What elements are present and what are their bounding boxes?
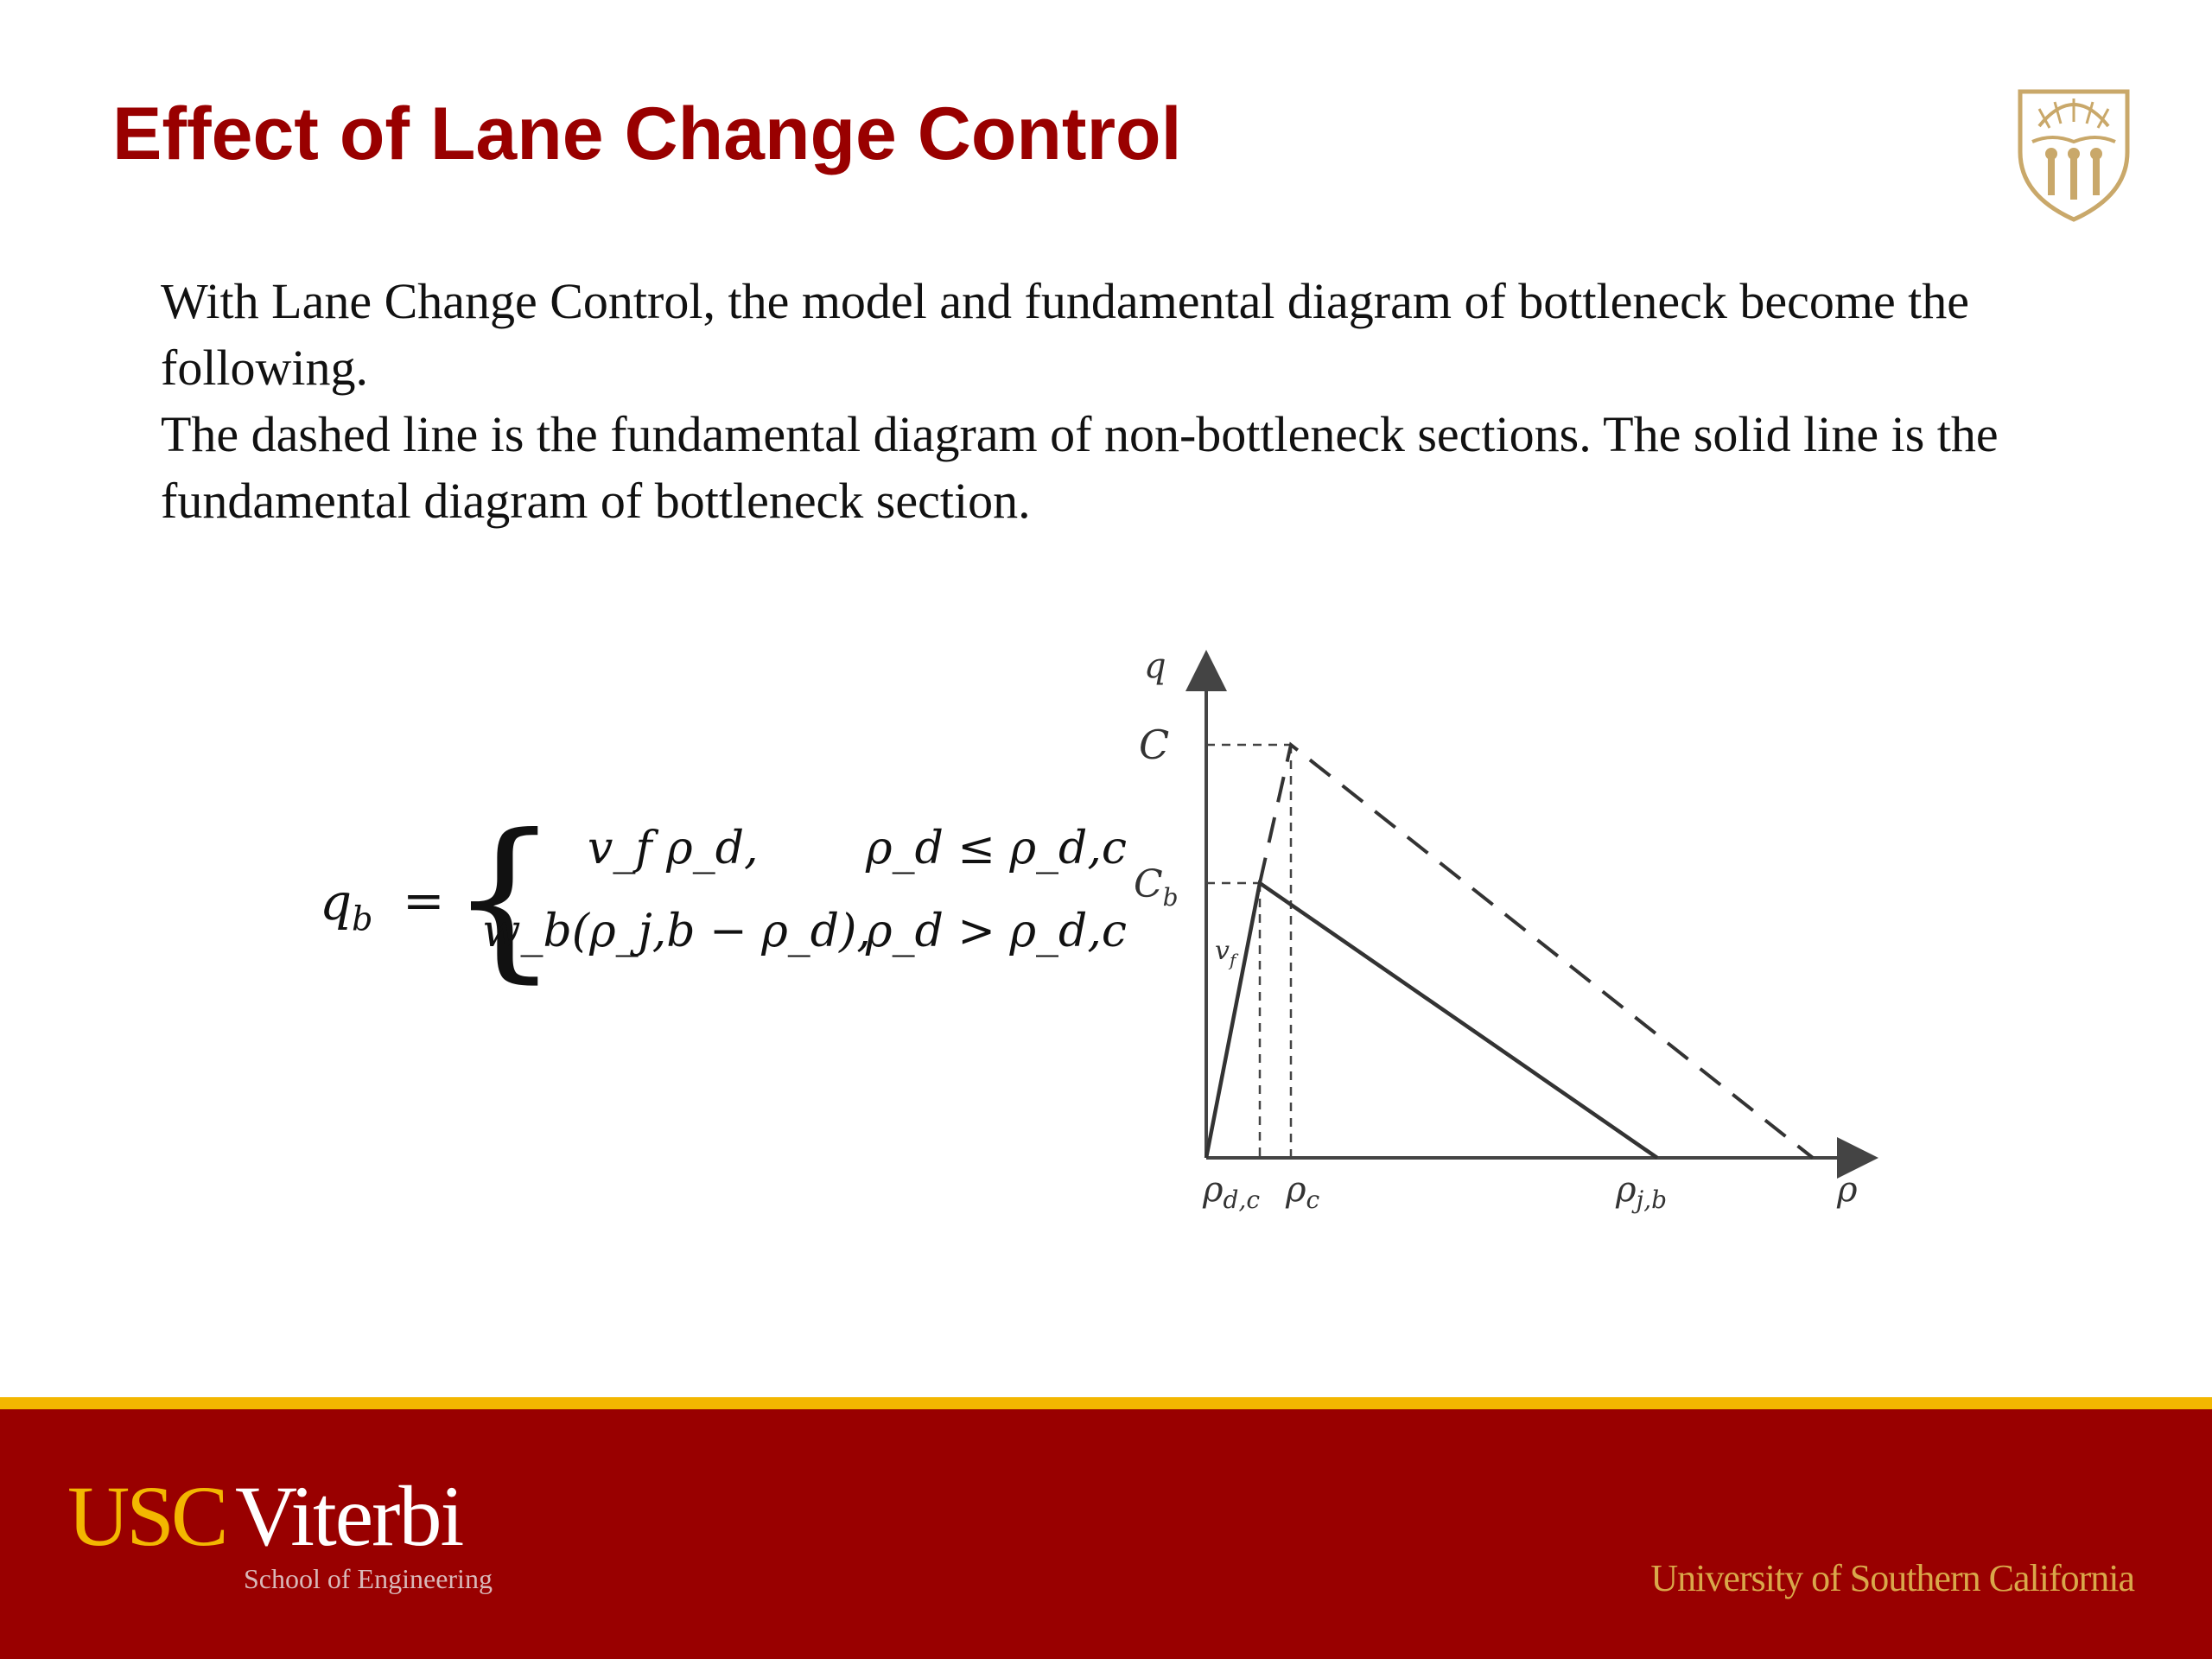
formula-equals: =	[403, 871, 445, 930]
rho-jb-label: $\rho_{j,b}$	[1616, 1170, 1668, 1214]
y-axis-label: q	[1144, 646, 1166, 686]
footer-gold-stripe	[0, 1397, 2212, 1409]
non-bottleneck-dashed-line	[1260, 745, 1813, 1158]
rho-dc-label: $\rho_{d,c}$	[1203, 1170, 1261, 1214]
viterbi-logo-text: Viterbi	[235, 1468, 463, 1564]
paragraph-dashed-solid: The dashed line is the fundamental diagram of non-bottleneck sections. The solid line is the fundamental diagram of bottleneck section.	[161, 406, 1999, 529]
formula-case1-expression: v_f ρ_d,	[588, 823, 759, 874]
paragraph-lane-change: With Lane Change Control, the model and fundamental diagram of bottleneck become the following.	[161, 273, 1970, 396]
bottleneck-capacity-label: $C_b$	[1134, 862, 1179, 912]
formula-brace: {	[449, 798, 560, 999]
fundamental-diagram	[1115, 639, 1892, 1227]
bottleneck-solid-line	[1206, 883, 1657, 1158]
university-name-text: University of Southern California	[1650, 1557, 2134, 1599]
bottleneck-flow-formula	[320, 798, 1127, 999]
formula-case1-condition: ρ_d ≤ ρ_d,c	[866, 823, 1127, 874]
formula-case2-condition: ρ_d > ρ_d,c	[866, 906, 1127, 957]
x-axis-label: ρ	[1837, 1170, 1858, 1210]
slide-title: Effect of Lane Change Control	[112, 92, 1182, 175]
school-of-engineering-text: School of Engineering	[244, 1563, 493, 1594]
usc-logo-text: USC	[67, 1468, 226, 1564]
free-flow-speed-label: $v_f$	[1215, 936, 1236, 970]
slide-body	[161, 268, 2018, 534]
formula-case2-expression: w_b(ρ_j,b − ρ_d),	[482, 906, 871, 957]
capacity-label: C	[1139, 721, 1170, 768]
formula-lhs: $q_b$	[320, 873, 373, 938]
rho-c-label: $\rho_c$	[1286, 1170, 1320, 1214]
footer-bar	[0, 1409, 2212, 1659]
usc-seal-icon	[2013, 74, 2134, 223]
